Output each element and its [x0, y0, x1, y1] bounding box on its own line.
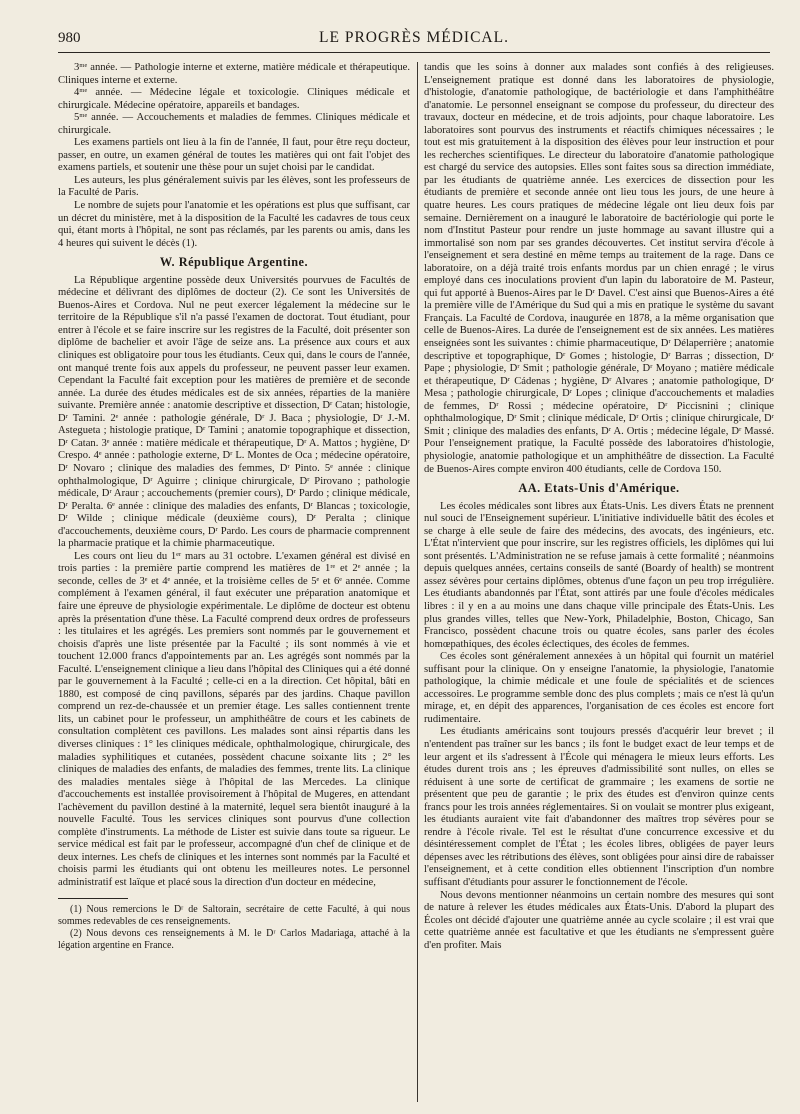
- section-heading: W. République Argentine.: [159, 255, 309, 270]
- section-heading: AA. Etats-Unis d'Amérique.: [518, 481, 680, 496]
- paragraph: Les examens partiels ont lieu à la fin de l'année, Il faut, pour être reçu docteur, passer, en outre, un examen général de toutes les matières qui ont fait l'objet des examens partiels, et soutenir une thèse pour un sujet choisi par le candidat.: [58, 137, 410, 174]
- page-number: 980: [58, 30, 81, 46]
- running-title: LE PROGRÈS MÉDICAL.: [319, 29, 509, 46]
- paragraph: La République argentine possède deux Universités pourvues de Facultés de médecine et délivrant des diplômes de docteur (2). Ce sont les Universités de Buenos-Aires et Cordova. Nul ne peut exercer légalement la médecine sur le territoire de la République s'il n'a passé l'examen de doctorat. Tout étudiant, pour entrer à l'école et se faire inscrire sur les registres de la Faculté, doit présenter son diplôme de bachelier et avoir l'âge de seize ans. La présence aux cours et aux cliniques est obligatoire pour tous les étudiants. Ceux qui, dans le cours de l'année, ont manqué trente fois aux appels du professeur, ne peuvent passer leur examen. Cependant la Faculté fait exception pour les matières de première et de seconde année. La durée des études médicales est de six années, réparties de la manière suivante. Première année : anatomie descriptive et dissection, Dʳ Catan; histologie, Dʳ Tamini. 2ᵉ année : pathologie générale, Dʳ J. Baca ; physiologie, Dʳ J.-M. Astegueta ; histologie pratique, Dʳ Tamini ; anatomie topographique et dissection, Dʳ Catan. 3ᵉ année : matière médicale et thérapeutique, Dʳ A. Mattos ; hygiène, Dʳ Crespo. 4ᵉ année : pathologie externe, Dʳ L. Montes de Oca ; médecine opératoire, Dʳ Novaro ; clinique des maladies des femmes, Dʳ Pinto. 5ᵉ année : clinique ophthalmologique, Dʳ Aguirre ; clinique chirurgicale, Dʳ Pirovano ; pathologie médicale, Dʳ Araur ; accouchements (premier cours), Dʳ Pardo ; clinique médicale, Dʳ Peralta. 6ᵉ année : clinique des maladies des enfants, Dʳ Blancas ; toxicologie, Dʳ Wilde ; clinique médicale (deuxième cours), Dʳ Peralta ; clinique d'accouchements, deuxième cours, Dʳ Pardo. Les cours de pharmacie comprennent la pharmacie pratique et la chimie pharmaceutique.: [58, 274, 410, 550]
- paragraph: Ces écoles sont généralement annexées à un hôpital qui fournit un matériel suffisant pour la clinique. On y enseigne l'anatomie, la physiologie, l'anatomie pathologique, la chimie médicale et une foule de spécialités et de sciences accessoires. Le programme semble donc des plus complets ; mais ce n'est là qu'un mirage, et, en dépit des apparences, l'organisation de ces écoles est encore fort rudimentaire.: [424, 651, 774, 725]
- footnote: (1) Nous remercions le Dʳ de Saltorain, secrétaire de cette Faculté, à qui nous sommes redevables de ces renseignements.: [58, 903, 410, 927]
- paragraph: Les cours ont lieu du 1ᵉʳ mars au 31 octobre. L'examen général est divisé en trois parties : la première partie comprend les matières de 1ʳᵉ et 2ᵉ année ; la seconde, celles de 3ᵉ et 4ᵉ année, et la troisième celles de 5ᵉ et 6ᵉ année. Comme complément à l'examen général, il faut exécuter une préparation anatomique et faire une épreuve de physiologie expérimentale. Le diplôme de docteur est obtenu après la présentation d'une thèse. La Faculté comprend deux ordres de professeurs : les titulaires et les agrégés. Les premiers sont nommés par le gouvernement et choisis d'après une liste présentée par la Faculté ; ils sont nommés à vie et touchent 12.000 francs d'appointements par an. Les agrégés sont nommés par la Faculté. L'enseignement clinique a lieu dans l'hôpital des Cliniques qui a été donné par le gouvernement à la Faculté ; celle-ci en a la direction. Cet hôpital, bâti en 1880, est composé de cinq pavillons, séparés par des jardins. Chaque pavillon comprend un rez-de-chaussée et un premier étage. Les salles contiennent trente lits, un cabinet pour le professeur, un amphithéâtre de cours et les cabinets de consultation complètent ces pavillons. Les malades sont ainsi répartis dans les diverses cliniques : 1° les cliniques médicale, ophthalmologique, chirurgicale, des maladies syphilitiques et cutanées, possèdent chacune soixante lits ; 2° les cliniques de maladies des enfants, de maladies des femmes, trente lits. La clinique des maladies mentales siège à l'hôpital de las Mercedes. La clinique d'accouchements est installée provisoirement à l'hôpital de Mugeres, en attendant l'achèvement du pavillon destiné à la maternité, lequel sera bientôt inauguré à la nouvelle Faculté. Tous les services cliniques sont pourvus d'une collection complète d'instruments. La méthode de Lister est suivie dans toute sa rigueur. Le service médical est fait par le professeur, accompagné d'un chef de clinique et de deux internes. Les chefs de cliniques et les internes sont nommés par la Faculté et choisis parmi les étudiants qui ont obtenu les meilleures notes. Le personnel administratif est laïque et placé sous la direction d'un docteur en médecine,: [58, 550, 410, 888]
- page-header: [58, 28, 770, 53]
- paragraph: Le nombre de sujets pour l'anatomie et les opérations est plus que suffisant, car un décret du ministère, met à la disposition de la Faculté les cadavres de tous ceux qui, étant morts à l'hôpital, ne sont pas réclamés, par les parents ou amis, dans les 4 heures qui suivent le décès (1).: [58, 200, 410, 249]
- paragraph: Les étudiants américains sont toujours pressés d'acquérir leur brevet ; il n'entendent pas traîner sur les bancs ; ils font le budget exact de leur temps et de leur argent et ils s'adressent à l'École qui ménagera le mieux leurs efforts. Les études durent trois ans ; les épreuves d'admissibilité sont nulles, on elles se réduisent à une sorte de certificat de grammaire ; les examens de sortie ne présentent que peu de garantie ; le prix des études est d'environ quinze cents francs pour les trois années réglementaires. Si on voulait se montrer plus exigeant, les étudiants auraient vite fait d'abandonner des maîtres trop sévères pour se rendre à l'école rivale. Tel est le résultat d'une concurrence excessive et du désintéressement complet de l'État ; les écoles libres, obligées de payer leurs dépenses avec les rétributions des élèves, sont obligées pour ainsi dire de rabaisser l'enseignement, et à cette condition elles obtiennent l'inscription d'un nombre suffisant d'étudiants pour assurer le fonctionnement de l'école.: [424, 726, 774, 888]
- paragraph: 4ᵐᵉ année. — Médecine légale et toxicologie. Cliniques médicale et chirurgicale. Médecine opératoire, appareils et bandages.: [58, 87, 410, 111]
- paragraph: 3ᵐᵉ année. — Pathologie interne et externe, matière médicale et thérapeutique. Cliniques interne et externe.: [58, 62, 410, 86]
- footnote-rule: [58, 898, 128, 899]
- footnote: (2) Nous devons ces renseignements à M. le Dʳ Carlos Madariaga, attaché à la légation argentine en France.: [58, 927, 410, 951]
- paragraph: Nous devons mentionner néanmoins un certain nombre des mesures qui sont de nature à relever les études médicales aux États-Unis. D'abord la plupart des Écoles ont décidé d'ajouter une quatrième année au cycle scolaire ; il est vrai que cette quatrième année est facultative et que les étudiants ne s'empressent guère d'en profiter. Mais: [424, 889, 774, 951]
- right-column: [424, 62, 774, 1062]
- left-column: [58, 62, 410, 1062]
- paragraph: Les auteurs, les plus généralement suivis par les élèves, sont les professeurs de la Faculté de Paris.: [58, 174, 410, 199]
- paragraph: 5ᵐᵉ année. — Accouchements et maladies de femmes. Cliniques médicale et chirurgicale.: [58, 112, 410, 136]
- column-divider: [417, 62, 418, 1102]
- paragraph: tandis que les soins à donner aux malades sont confiés à des religieuses. L'enseignement pratique est donné dans les laboratoires de physiologie, d'histologie, d'anatomie pathologique, de bactériologie et dans l'amphithéâtre d'anatomie. Le personnel enseignant se compose du professeur, du directeur des travaux, docteur en médecine, et de trois adjoints, pour chaque laboratoire. Les laboratoires sont pourvus des instruments et réactifs chimiques nécessaires ; le tout est mis gratuitement à la disposition des élèves pour leur instruction et pour les recherches scientifiques. Le directeur du laboratoire d'anatomie pathologique est chargé du service des autopsies. Elles sont faites sous sa direction immédiate, par les étudiants de quatrième année. Les exercices de dissection pour les étudiants de première et seconde année ont lieu tous les jours, de une heure à quatre heures. Les cours pratiques de médecine légale ont lieu deux fois par semaine. Dernièrement on a inauguré le laboratoire de bactériologie qui porte le nom d'Institut Pasteur pour rendre un juste hommage au savant illustre qui a immortalisé son nom par ses grandes découvertes. Cet institut servira d'école à l'enseignement et sera destiné en même temps au traitement de la rage. Dans ce laboratoire, on a déjà traité trois enfants mordus par un chien enragé ; le virus employé dans ces inoculations provient d'un lapin du laboratoire de M. Pasteur, qui fut apporté à Buenos-Aires par le Dʳ Davel. C'est ainsi que Buenos-Aires a été la première ville de l'Amérique du Sud qui a mis en pratique le système du savant Français. La Faculté de Cordova, inaugurée en 1878, a la même organisation que celle de Buenos-Aires. La durée de l'enseignement est de six années. Les matières enseignées sont les suivantes : chimie pharmaceutique, Dʳ Délaperrière ; anatomie descriptive et topographique, Dʳ Gomes ; histologie, Dʳ Barras ; dissection, Dʳ Pape ; physiologie, Dʳ Smit ; pathologie générale, Dʳ Moyano ; matière médicale et thérapeutique, Dʳ Cádenas ; hygiène, Dʳ Alvares ; anatomie pathologique, Dʳ Mesa ; pathologie chirurgicale, Dʳ Lopes ; clinique d'accouchements et maladies de femmes, Dʳ Rossi ; médecine opératoire, Dʳ Piccisnini ; clinique ophthalmologique, Dʳ Smit ; clinique médicale, Dʳ Ortis ; clinique chirurgicale, Dʳ Smit ; clinique des maladies des enfants, Dʳ A. Ortis ; médecine légale, Dʳ Massé. Pour l'enseignement pratique, la Faculté possède des laboratoires d'histologie, physiologie, anatomie pathologique et un amphithéâtre de dissection. La Faculté de Buenos-Aires compte environ 400 étudiants, celle de Cordova 150.: [424, 62, 774, 475]
- paragraph: Les écoles médicales sont libres aux États-Unis. Les divers États ne prennent nul souci de l'Enseignement supérieur. L'initiative individuelle bâtit des écoles et se charge à elle seule de faire des médecins, des avocats, des ingénieurs, etc. L'État n'intervient que pour inscrire, sur les registres officiels, les diplômes qui lui sont présentés. L'Administration ne se refuse jamais à cette formalité ; néanmoins depuis quelques années, certains conseils de santé (Boardy of health) se montrent assez sévères pour certains diplômes, obtenus d'une façon un peu trop irrégulière. Les étudiants abandonnés par l'État, sont attirés par une foule d'écoles médicales libres : il y en a au moins une dans chaque ville principale des États-Unis. Les plus grandes villes, telles que New-York, Philadelphie, Boston, Chicago, San Francisco, possèdent chacune trois ou quatre écoles, sans parler des écoles homœpathiques, des écoles éclectiques, des écoles de femmes.: [424, 500, 774, 650]
